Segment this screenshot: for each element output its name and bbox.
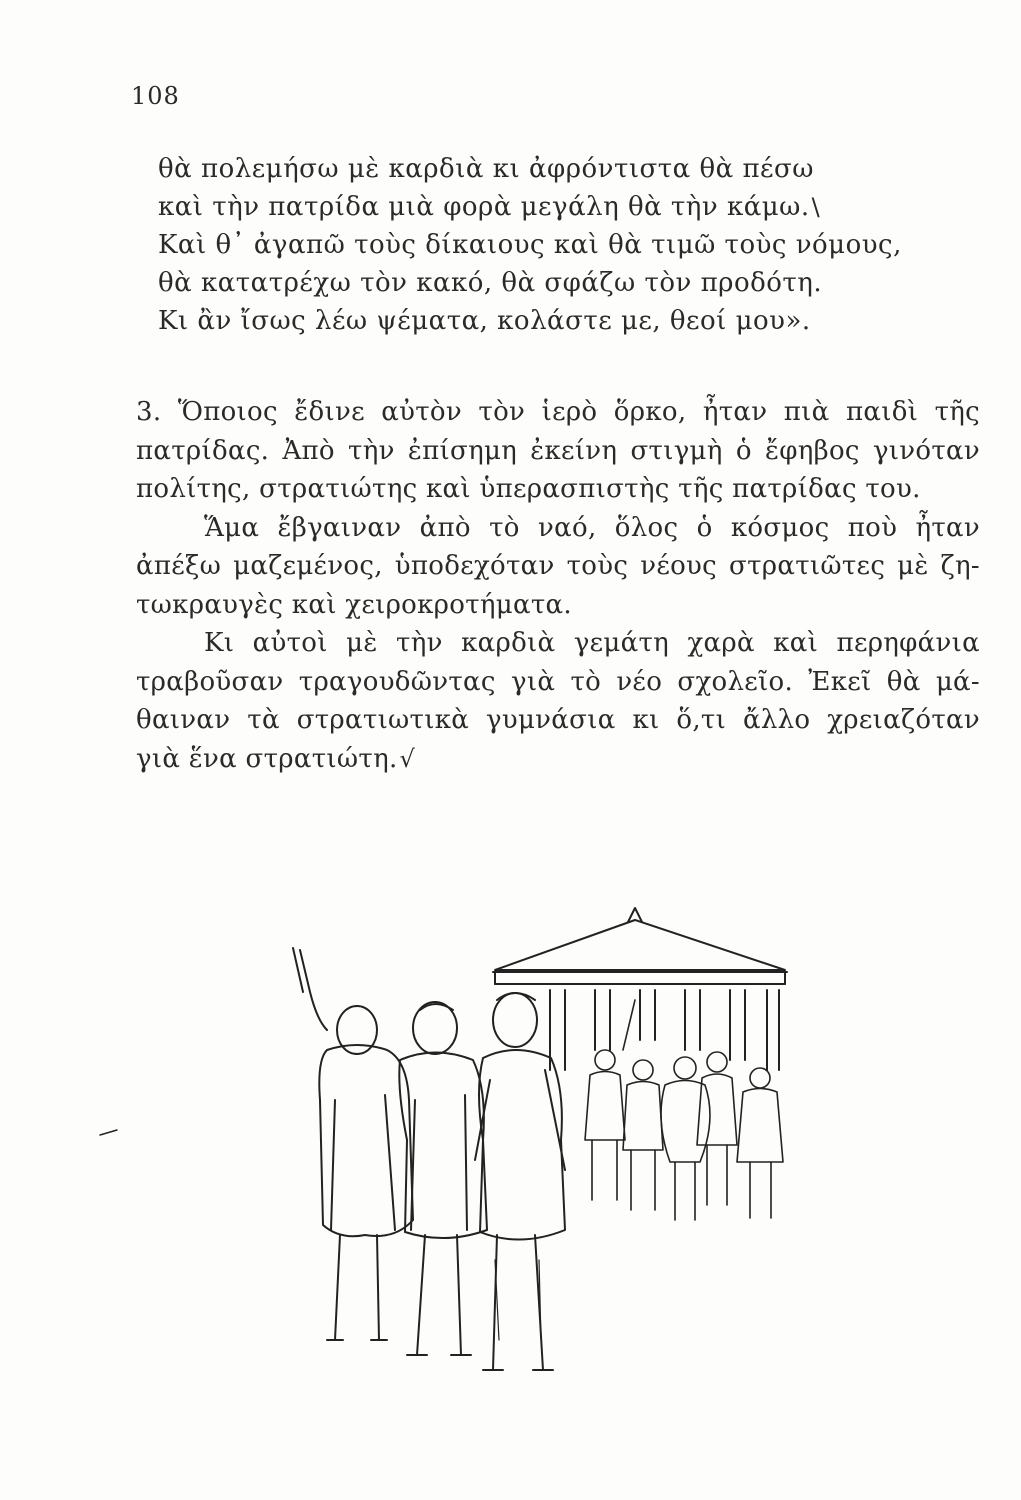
paragraph-3-line: θαιναν τὰ στρατιωτικὰ γυμνάσια κι ὅ,τι ἄλλο χρειαζόταν xyxy=(136,705,980,735)
youth-raising-hand-drawing xyxy=(293,948,413,1340)
page-number: 108 xyxy=(131,82,180,110)
oath-verse xyxy=(158,150,978,340)
paragraph-2-line: Ἅμα ἔβγαιναν ἀπὸ τὸ ναό, ὅλος ὁ κόσμος ποὺ ἦταν xyxy=(204,512,980,543)
paragraph-3-line xyxy=(136,740,980,779)
temple-drawing xyxy=(493,908,787,1070)
check-mark-icon: √ xyxy=(399,744,416,773)
paragraph-1-line: πατρίδας. Ἀπὸ τὴν ἐπίσημη ἐκείνη στιγμὴ ὁ ἔφηβος γινόταν xyxy=(136,435,980,466)
verse-line-text: καὶ τὴν πατρίδα μιὰ φορὰ μεγάλη θὰ τὴν κάμω. xyxy=(158,192,810,222)
verse-line: θὰ κατατρέχω τὸν κακό, θὰ σφάζω τὸν προδότη. xyxy=(158,268,823,298)
paragraph-3-line: τραβοῦσαν τραγουδῶντας γιὰ τὸ νέο σχολεῖο. Ἐκεῖ θὰ μά- xyxy=(136,666,980,697)
verse-line: θὰ πολεμήσω μὲ καρδιὰ κι ἀφρόντιστα θὰ πέσω xyxy=(158,154,814,184)
pencil-mark: \ xyxy=(811,193,821,221)
youth-middle-drawing xyxy=(399,1002,487,1355)
ephebes-illustration xyxy=(95,900,815,1420)
paragraph-1-line: πολίτης, στρατιώτης καὶ ὑπερασπιστὴς τῆς πατρίδας του. xyxy=(136,474,921,504)
paragraph-3-text: γιὰ ἕνα στρατιώτη. xyxy=(136,743,398,774)
verse-line: Κι ἂν ἴσως λέω ψέματα, κολάστε με, θεοί μου». xyxy=(158,306,811,336)
paragraph-2-line: ἀπέξω μαζεμένος, ὑποδεχόταν τοὺς νέους στρατιῶτες μὲ ζη- xyxy=(136,551,980,581)
paragraph-3-line: Κι αὐτοὶ μὲ τὴν καρδιὰ γεμάτη χαρὰ καὶ περηφάνια xyxy=(204,628,980,658)
paragraph-2-line: τωκραυγὲς καὶ χειροκροτήματα. xyxy=(136,589,572,620)
body-text xyxy=(136,393,980,778)
stray-mark xyxy=(100,1130,117,1135)
verse-line: Καὶ θ᾽ ἀγαπῶ τοὺς δίκαιους καὶ θὰ τιμῶ τοὺς νόμους, xyxy=(158,230,902,260)
verse-line xyxy=(158,188,978,226)
paragraph-1-line: 3. Ὅποιος ἔδινε αὐτὸν τὸν ἱερὸ ὅρκο, ἦταν πιὰ παιδὶ τῆς xyxy=(136,397,980,427)
youth-right-drawing xyxy=(475,993,565,1370)
